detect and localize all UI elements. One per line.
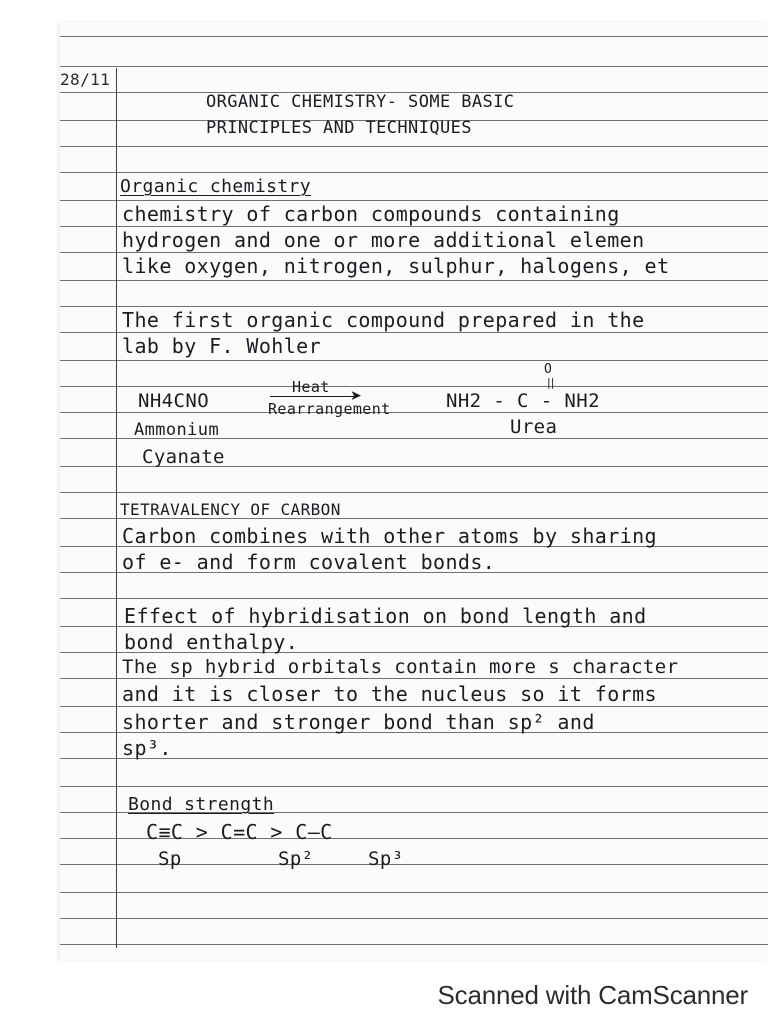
ruled-line: [60, 172, 768, 173]
ruled-line: [60, 332, 768, 333]
ruled-line: [60, 492, 768, 493]
wohler-line-2: lab by F. Wohler: [122, 334, 322, 358]
arrow-head-icon: ➤: [350, 388, 362, 404]
hybrid-heading-2: bond enthalpy.: [124, 630, 299, 654]
hybrid-heading-1: Effect of hybridisation on bond length and: [124, 604, 647, 628]
ruled-line: [60, 252, 768, 253]
tetravalency-line-2: of e- and form covalent bonds.: [122, 550, 496, 574]
product-name: Urea: [510, 416, 558, 438]
ruled-line: [60, 678, 768, 679]
ruled-line: [60, 892, 768, 893]
arrow-label-above: Heat: [292, 378, 330, 396]
wohler-line-1: The first organic compound prepared in the: [122, 308, 645, 332]
ruled-line: [60, 306, 768, 307]
tetravalency-heading: TETRAVALENCY OF CARBON: [120, 500, 341, 519]
ruled-line: [60, 944, 768, 945]
organic-line-3: like oxygen, nitrogen, sulphur, halogens, et: [122, 254, 670, 278]
product-oxygen: O: [544, 362, 553, 377]
hybrid-line-3: shorter and stronger bond than sp² and: [122, 710, 595, 734]
bond-strength-comparison: C≡C > C=C > C–C: [146, 820, 333, 844]
reaction-arrow: [270, 396, 356, 397]
ruled-line: [60, 280, 768, 281]
ruled-line: [60, 66, 768, 67]
reactant-name-2: Cyanate: [142, 446, 225, 468]
ruled-line: [60, 598, 768, 599]
ruled-line: [60, 146, 768, 147]
date-label: 28/11: [60, 70, 111, 89]
notebook-page: [60, 22, 768, 960]
ruled-line: [60, 200, 768, 201]
bond-strength-heading: Bond strength: [128, 794, 275, 815]
page-title-line-1: ORGANIC CHEMISTRY- SOME BASIC: [206, 92, 515, 112]
ruled-line: [60, 226, 768, 227]
ruled-line: [60, 706, 768, 707]
ruled-line: [60, 386, 768, 387]
hybrid-line-1: The sp hybrid orbitals contain more s character: [122, 656, 679, 678]
hybrid-sp: Sp: [158, 848, 182, 870]
arrow-label-below: Rearrangement: [268, 400, 391, 418]
double-bond-icon: ||: [547, 376, 555, 389]
hybrid-sp3: Sp³: [368, 848, 404, 870]
ruled-line: [60, 360, 768, 361]
tetravalency-line-1: Carbon combines with other atoms by sharing: [122, 524, 657, 548]
ruled-line: [60, 786, 768, 787]
margin-line: [116, 68, 117, 948]
organic-line-1: chemistry of carbon compounds containing: [122, 202, 620, 226]
organic-heading: Organic chemistry: [120, 176, 312, 197]
hybrid-sp2: Sp²: [278, 848, 314, 870]
reactant-formula: NH4CNO: [138, 390, 210, 412]
organic-line-2: hydrogen and one or more additional elemen: [122, 228, 645, 252]
ruled-line: [60, 36, 768, 37]
camscanner-footer: Scanned with CamScanner: [437, 980, 748, 1010]
product-formula: NH2 - C - NH2: [446, 390, 600, 412]
reactant-name-1: Ammonium: [134, 420, 220, 440]
hybrid-line-4: sp³.: [122, 736, 172, 760]
ruled-line: [60, 918, 768, 919]
hybrid-line-2: and it is closer to the nucleus so it forms: [122, 682, 657, 706]
page-title-line-2: PRINCIPLES AND TECHNIQUES: [206, 118, 472, 138]
ruled-line: [60, 412, 768, 413]
